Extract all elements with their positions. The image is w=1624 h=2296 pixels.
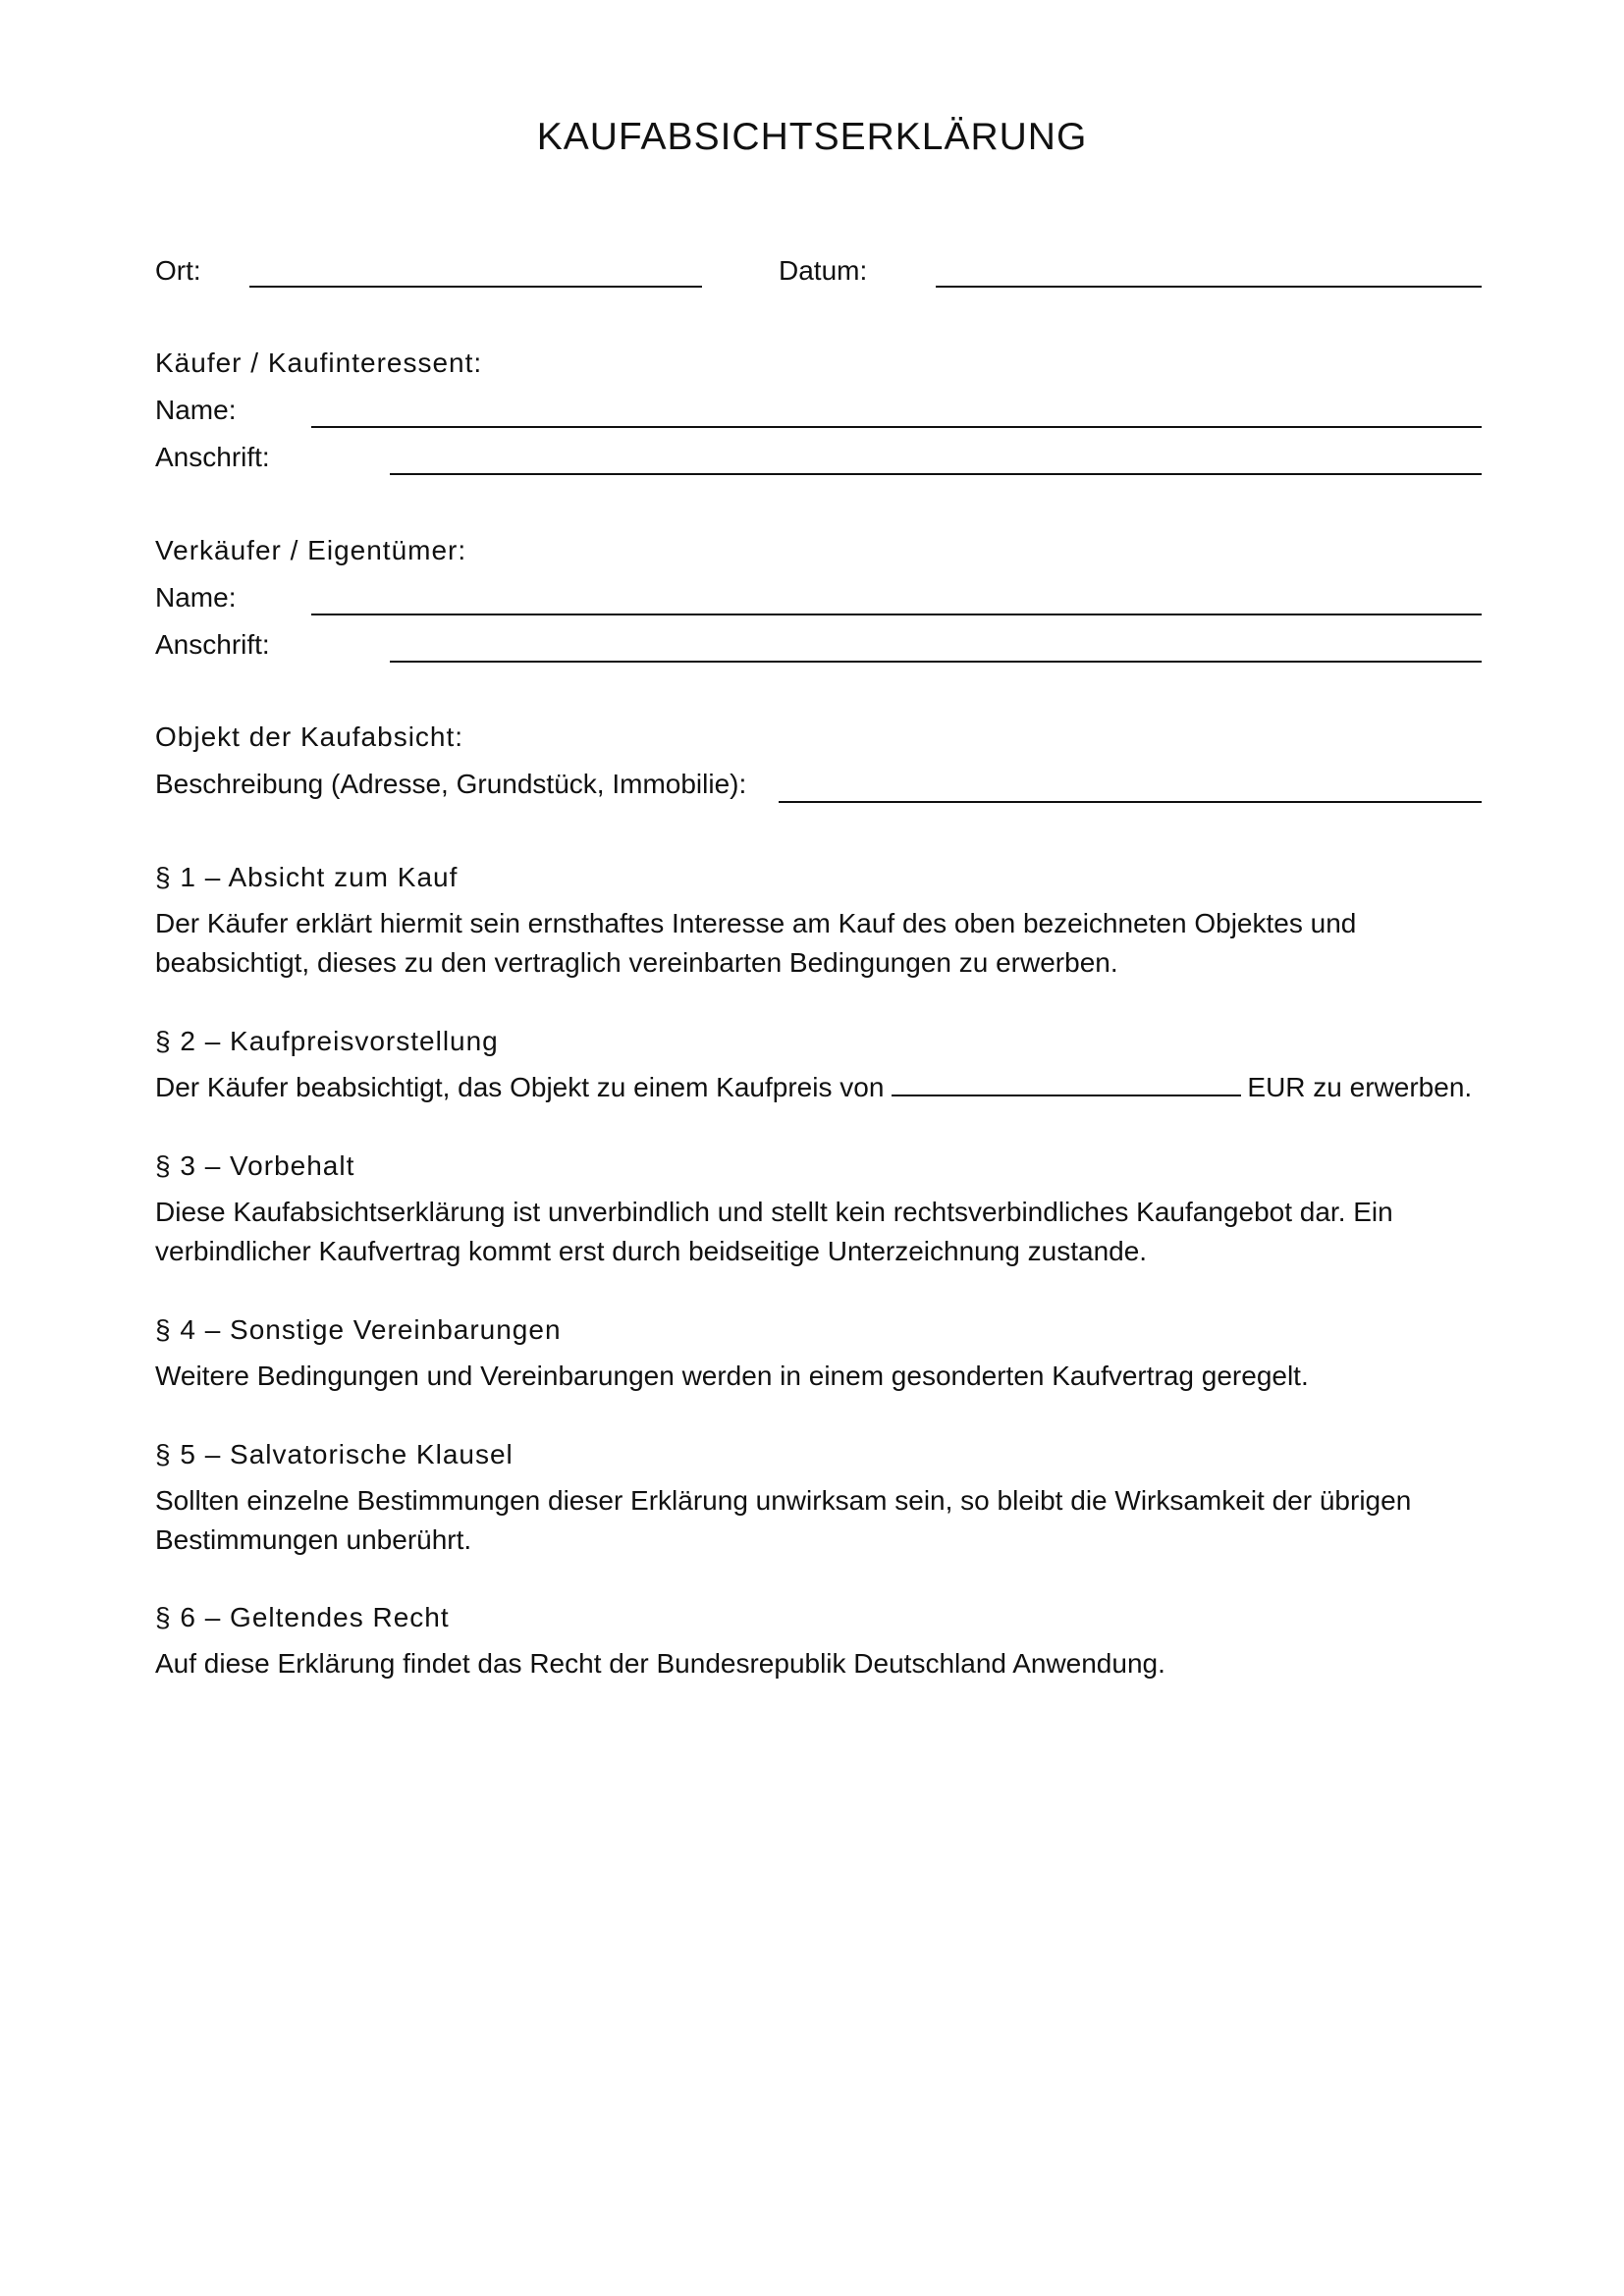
section-4-text — [155, 1357, 1481, 1396]
section-3-line-2: verbindlicher Kaufvertrag kommt erst durch beidseitige Unterzeichnung zustande. — [155, 1236, 1148, 1266]
section-3-heading: § 3 – Vorbehalt — [155, 1150, 355, 1181]
buyer-address-field-line[interactable] — [390, 473, 1482, 475]
section-2-text-before: Der Käufer beabsichtigt, das Objekt zu einem Kaufpreis von — [155, 1072, 885, 1102]
section-3-text — [155, 1193, 1481, 1271]
document-title: KAUFABSICHTSERKLÄRUNG — [536, 116, 1088, 158]
section-1-heading: § 1 – Absicht zum Kauf — [155, 862, 459, 892]
section-5-text — [155, 1481, 1481, 1560]
buyer-name-field-line[interactable] — [311, 426, 1482, 428]
section-6-line-1: Auf diese Erklärung findet das Recht der Bundesrepublik Deutschland Anwendung. — [155, 1648, 1165, 1679]
seller-address-label: Anschrift: — [155, 629, 270, 660]
section-4-heading: § 4 – Sonstige Vereinbarungen — [155, 1314, 562, 1345]
object-description-field-line[interactable] — [779, 801, 1482, 803]
section-5-line-2: Bestimmungen unberührt. — [155, 1524, 472, 1555]
date-label: Datum: — [779, 255, 868, 286]
section-2-text-after: EUR zu erwerben. — [1247, 1072, 1473, 1102]
section-5-line-1: Sollten einzelne Bestimmungen dieser Erklärung unwirksam sein, so bleibt die Wirksamkeit der übrigen — [155, 1485, 1412, 1516]
object-heading: Objekt der Kaufabsicht: — [155, 721, 464, 752]
section-4-line-1: Weitere Bedingungen und Vereinbarungen werden in einem gesonderten Kaufvertrag geregelt. — [155, 1361, 1309, 1391]
date-field-line[interactable] — [936, 286, 1482, 288]
seller-name-label: Name: — [155, 582, 237, 613]
place-field-line[interactable] — [249, 286, 702, 288]
section-1-line-2: beabsichtigt, dieses zu den vertraglich vereinbarten Bedingungen zu erwerben. — [155, 947, 1118, 978]
buyer-address-label: Anschrift: — [155, 442, 270, 472]
section-2-heading: § 2 – Kaufpreisvorstellung — [155, 1026, 499, 1056]
object-description-label: Beschreibung (Adresse, Grundstück, Immobilie): — [155, 769, 747, 799]
place-label: Ort: — [155, 255, 201, 286]
price-field-blank[interactable] — [892, 1073, 1241, 1096]
section-6-heading: § 6 – Geltendes Recht — [155, 1602, 450, 1632]
section-3-line-1: Diese Kaufabsichtserklärung ist unverbindlich und stellt kein rechtsverbindliches Kaufangebot dar. Ein — [155, 1197, 1393, 1227]
section-1-line-1: Der Käufer erklärt hiermit sein ernsthaftes Interesse am Kauf des oben bezeichneten Objektes und — [155, 908, 1357, 938]
section-6-text — [155, 1644, 1481, 1683]
seller-name-field-line[interactable] — [311, 614, 1482, 615]
section-2-text — [155, 1068, 1481, 1107]
seller-heading: Verkäufer / Eigentümer: — [155, 535, 467, 565]
buyer-name-label: Name: — [155, 395, 237, 425]
buyer-heading: Käufer / Kaufinteressent: — [155, 347, 483, 378]
seller-address-field-line[interactable] — [390, 661, 1482, 663]
section-5-heading: § 5 – Salvatorische Klausel — [155, 1439, 514, 1469]
section-1-text — [155, 904, 1481, 983]
